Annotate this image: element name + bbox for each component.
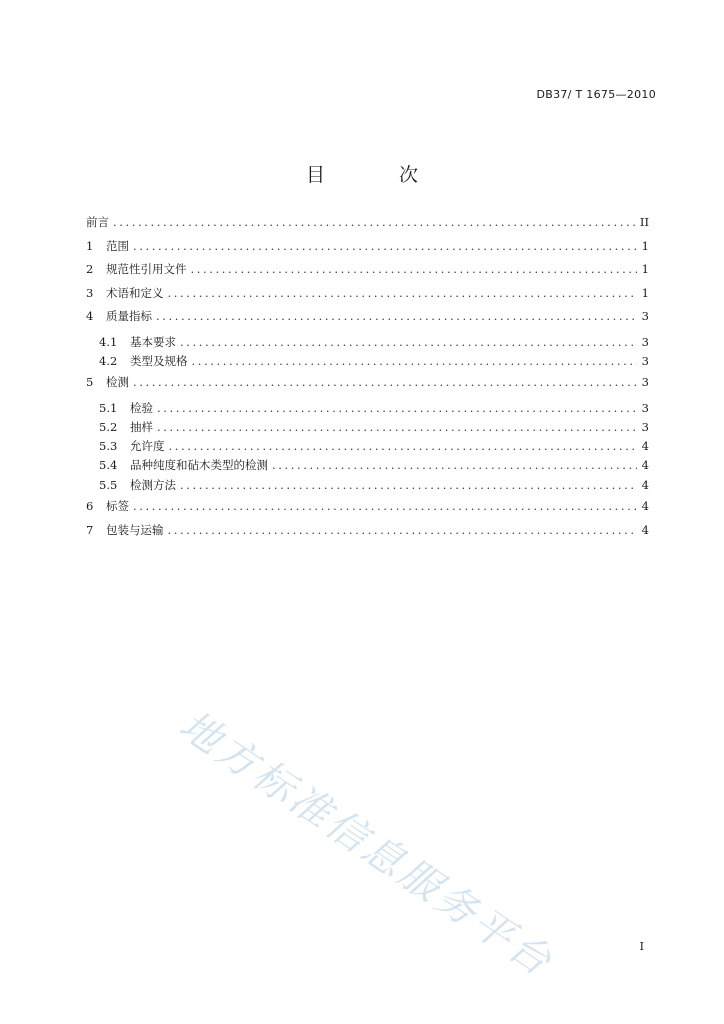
toc-entry-number: 4 <box>86 309 94 323</box>
toc-entry[interactable] <box>86 522 649 546</box>
toc-entry-label: 检验 <box>130 400 153 415</box>
toc-entry[interactable] <box>86 353 649 372</box>
toc-entry-number: 5.4 <box>99 458 118 473</box>
toc-entry-number: 4.1 <box>99 334 118 349</box>
toc-entry-page: 3 <box>641 309 649 323</box>
toc-entry-number: 5.5 <box>99 477 118 492</box>
page-title: 目 次 <box>305 164 453 186</box>
toc-leader-dots <box>192 354 638 368</box>
toc-leader-dots <box>168 286 638 300</box>
toc-entry-page: II <box>639 215 649 229</box>
page-number: I <box>639 940 644 953</box>
toc-entry-page: 1 <box>641 262 649 276</box>
toc-entry-page: 4 <box>641 522 649 537</box>
toc-entry-label: 范围 <box>106 238 129 253</box>
document-code: DB37/ T 1675—2010 <box>536 88 656 101</box>
toc-entry[interactable] <box>86 419 649 438</box>
toc-entry-number: 5 <box>86 375 94 390</box>
toc-entry-page: 3 <box>641 400 649 415</box>
toc-entry[interactable] <box>86 498 649 522</box>
toc-entry[interactable] <box>86 400 649 419</box>
toc-leader-dots <box>157 420 637 434</box>
toc-leader-dots <box>191 262 638 276</box>
toc-entry-page: 4 <box>641 458 649 473</box>
toc-entry-page: 4 <box>641 439 649 454</box>
toc-entry-label: 抽样 <box>130 419 153 434</box>
watermark: 地方标准信息服务平台 <box>171 702 562 987</box>
toc-leader-dots <box>168 523 638 537</box>
toc-entry-page: 3 <box>641 353 649 368</box>
toc-entry[interactable] <box>86 477 649 496</box>
toc-entry[interactable] <box>86 214 649 238</box>
toc-leader-dots <box>169 439 638 453</box>
toc-entry-number: 2 <box>86 262 94 276</box>
toc-entry-label: 标签 <box>106 499 129 514</box>
toc-entry-number: 3 <box>86 285 94 300</box>
toc-entry[interactable] <box>86 308 649 332</box>
toc-entry-number: 6 <box>86 499 94 514</box>
toc-entry-number: 7 <box>86 522 94 537</box>
toc-entry-page: 1 <box>641 238 649 253</box>
toc-entry-page: 3 <box>641 334 649 349</box>
toc-entry-label: 前言 <box>86 215 109 229</box>
toc-entry-label: 包装与运输 <box>106 522 164 537</box>
toc-entry[interactable] <box>86 261 649 285</box>
toc-entry-label: 基本要求 <box>130 334 176 349</box>
toc-entry-page: 3 <box>641 419 649 434</box>
toc-entry-label: 允许度 <box>130 439 165 454</box>
toc-leader-dots <box>113 215 636 229</box>
toc-leader-dots <box>180 335 637 349</box>
toc-entry[interactable] <box>86 438 649 457</box>
toc-leader-dots <box>133 375 637 389</box>
toc-entry-label: 术语和定义 <box>106 285 164 300</box>
toc-entry[interactable] <box>86 285 649 309</box>
toc-entry-number: 1 <box>86 238 94 253</box>
toc-leader-dots <box>180 478 637 492</box>
toc-leader-dots <box>272 458 637 472</box>
toc-entry-label: 品种纯度和砧木类型的检测 <box>130 458 268 473</box>
toc-entry-number: 5.3 <box>99 439 118 454</box>
toc-entry-label: 检测方法 <box>130 477 176 492</box>
toc-leader-dots <box>156 309 637 323</box>
toc-leader-dots <box>133 239 637 253</box>
toc-entry-label: 质量指标 <box>106 309 152 323</box>
toc-entry-number: 5.2 <box>99 419 118 434</box>
toc-entry-page: 1 <box>641 285 649 300</box>
toc-entry[interactable] <box>86 238 649 262</box>
toc-entry-page: 4 <box>641 477 649 492</box>
toc-entry-label: 检测 <box>106 375 129 390</box>
toc-entry[interactable] <box>86 374 649 398</box>
toc-leader-dots <box>157 401 637 415</box>
toc-entry-number: 5.1 <box>99 400 118 415</box>
toc-entry[interactable] <box>86 457 649 476</box>
toc-entry-page: 4 <box>641 499 649 514</box>
toc-entry[interactable] <box>86 334 649 353</box>
toc-entry-label: 规范性引用文件 <box>106 262 187 276</box>
toc-entry-number: 4.2 <box>99 353 118 368</box>
table-of-contents <box>86 214 649 545</box>
toc-leader-dots <box>133 499 637 513</box>
toc-entry-label: 类型及规格 <box>130 353 188 368</box>
toc-entry-page: 3 <box>641 375 649 390</box>
